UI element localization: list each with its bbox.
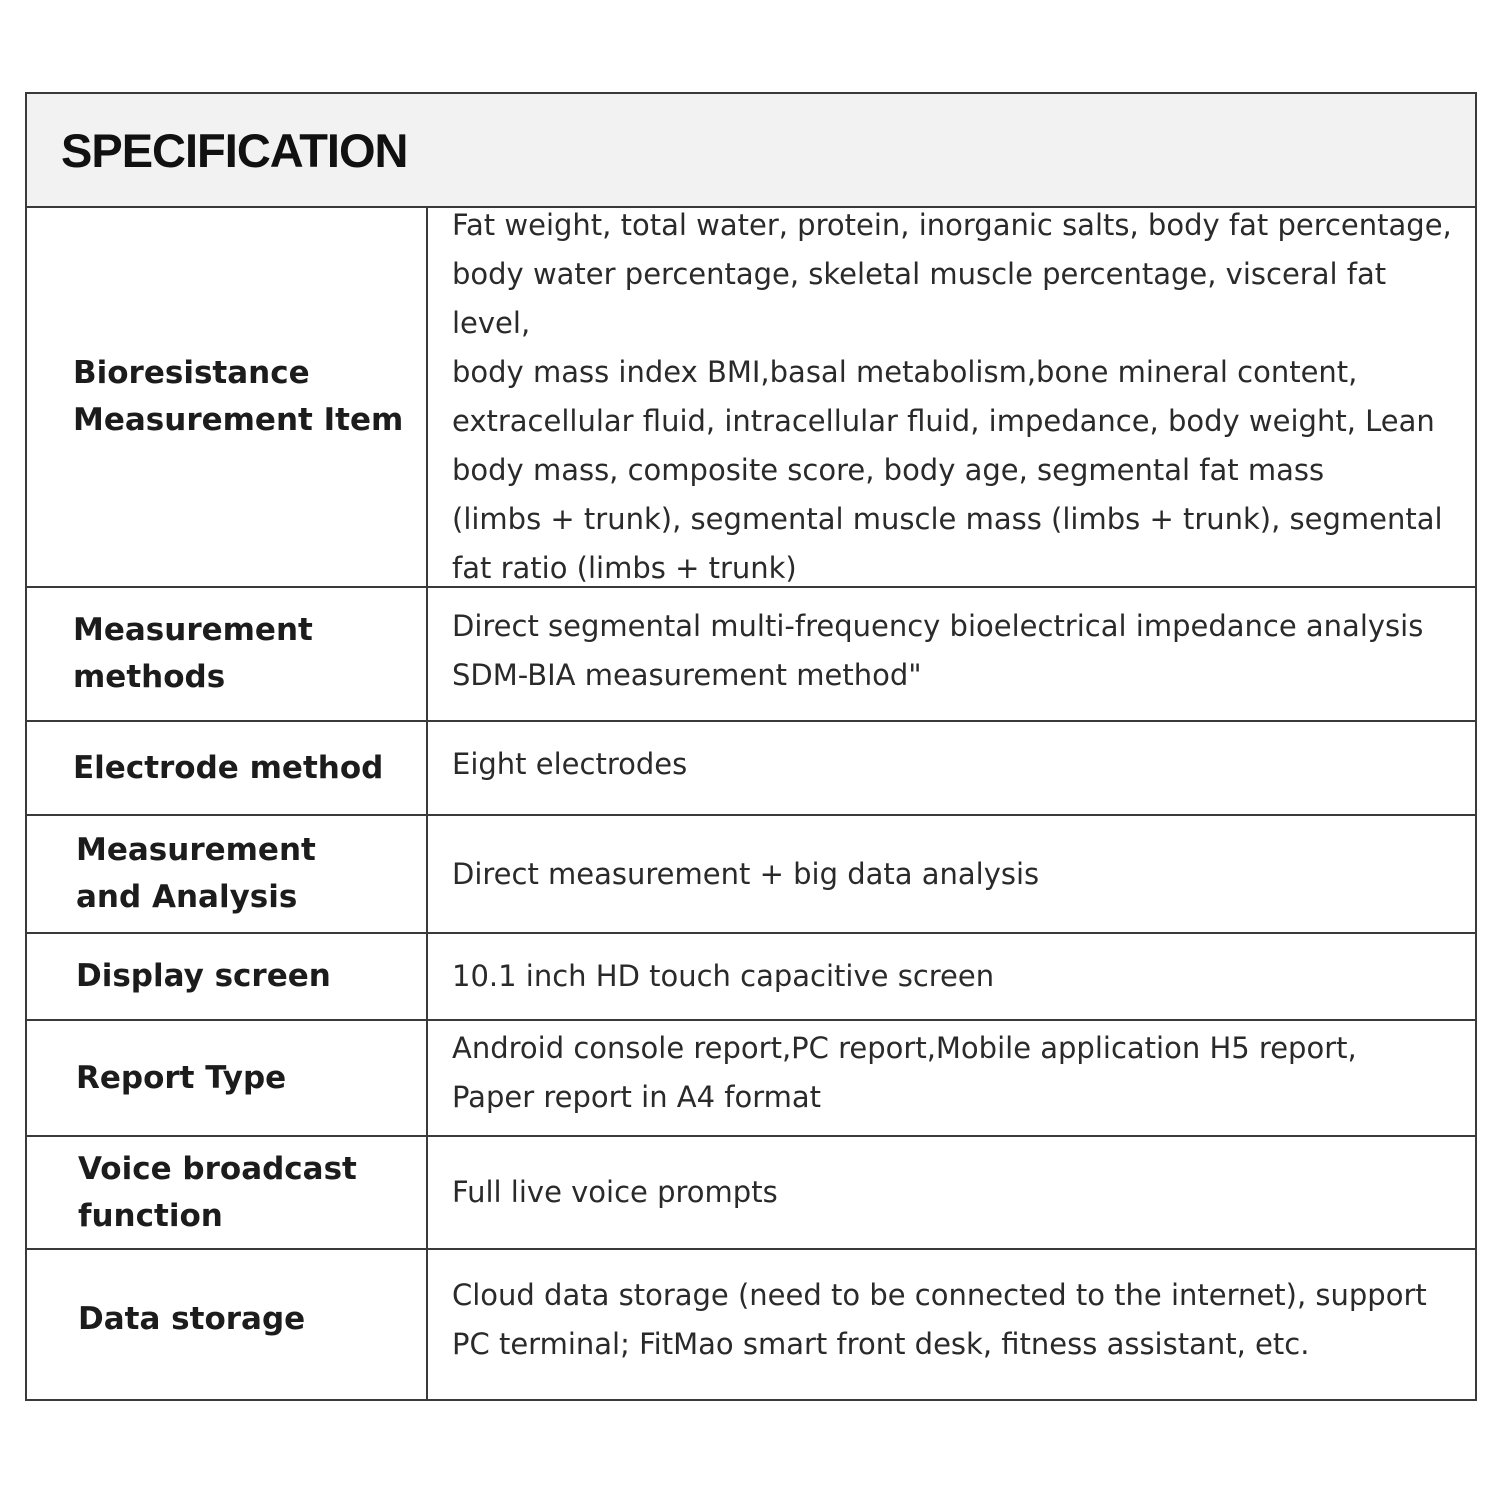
spec-row-label: Data storage [27, 1250, 428, 1399]
spec-row-label: Voice broadcast function [27, 1137, 428, 1248]
spec-row-report-type [27, 1021, 1475, 1137]
spec-row-value: Eight electrodes [452, 746, 688, 781]
spec-row-label: Report Type [27, 1021, 428, 1135]
spec-row-electrode-method [27, 722, 1475, 816]
spec-row-bioresistance [27, 208, 1475, 588]
spec-row-measurement-methods [27, 588, 1475, 722]
spec-row-value: Cloud data storage (need to be connected to the internet), support PC terminal; FitMao smart front desk, fitness assistant, etc. [452, 1277, 1427, 1361]
spec-row-label: Measurement methods [27, 588, 428, 720]
spec-row-label: Display screen [27, 934, 428, 1019]
spec-row-display-screen [27, 934, 1475, 1021]
spec-row-measurement-analysis [27, 816, 1475, 934]
spec-row-label: Measurement and Analysis [27, 816, 428, 932]
spec-row-value: Direct measurement + big data analysis [452, 856, 1040, 891]
spec-row-value: Fat weight, total water, protein, inorganic salts, body fat percentage, body water percentage, skeletal muscle percentage, visceral fat level, body mass index BMI,basal metabolism,bone mineral content, extracellular fluid, intracellular fluid, impedance, body weight, Lean body mass, composite score, body age, segmental fat mass (limbs + trunk), segmental muscle mass (limbs + trunk), segmental fat ratio (limbs + trunk) [452, 208, 1452, 585]
specification-title: SPECIFICATION [61, 123, 408, 177]
spec-row-value: 10.1 inch HD touch capacitive screen [452, 959, 995, 993]
spec-row-value: Full live voice prompts [452, 1175, 778, 1209]
spec-row-data-storage [27, 1250, 1475, 1399]
spec-row-label: Bioresistance Measurement Item [27, 208, 428, 586]
spec-row-voice-broadcast [27, 1137, 1475, 1250]
specification-table [25, 92, 1477, 1401]
spec-row-value: Direct segmental multi-frequency bioelectrical impedance analysis SDM-BIA measurement method" [452, 609, 1424, 692]
specification-header [27, 94, 1475, 208]
spec-row-value: Android console report,PC report,Mobile application H5 report, Paper report in A4 format [452, 1031, 1357, 1114]
spec-row-label: Electrode method [27, 722, 428, 814]
